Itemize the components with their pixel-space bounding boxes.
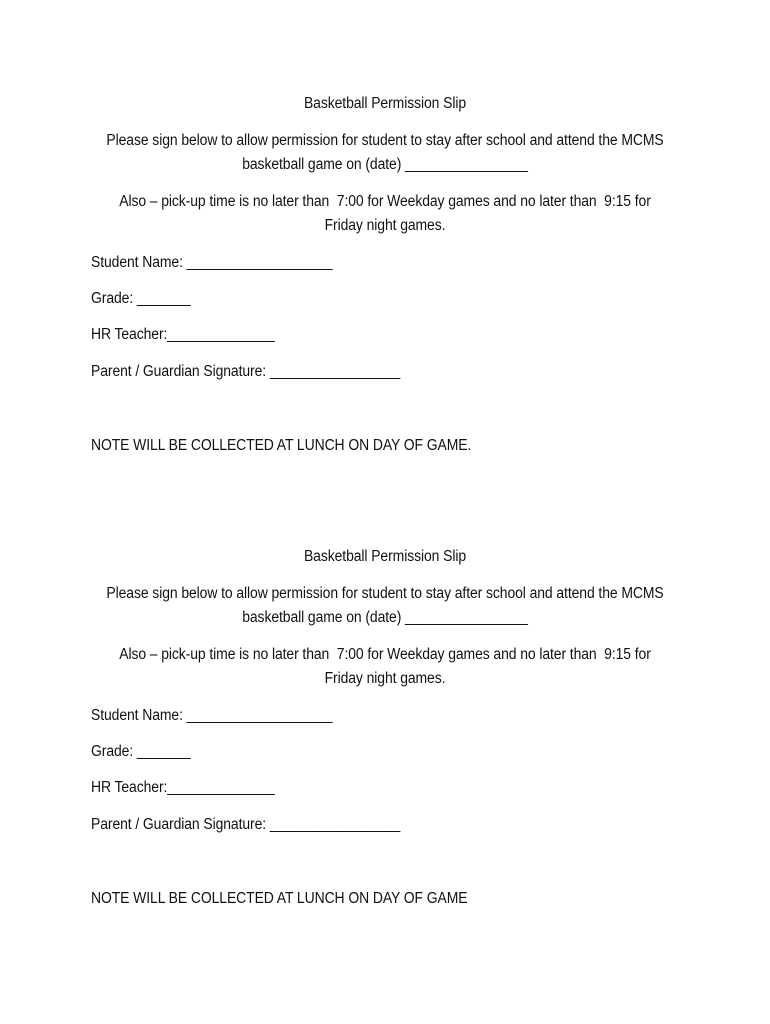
grade-field: Grade: _______: [91, 743, 191, 760]
permission-slip-2: [0, 453, 770, 907]
permission-text-line-1: Please sign below to allow permission for student to stay after school and attend the MCMS: [106, 585, 664, 602]
pickup-text-line-2: Friday night games.: [324, 217, 446, 234]
guardian-signature-field: Parent / Guardian Signature: _________________: [91, 816, 401, 833]
permission-slip-1: [0, 0, 770, 454]
collection-note: NOTE WILL BE COLLECTED AT LUNCH ON DAY OF GAME.: [91, 437, 472, 454]
permission-text-line-2: basketball game on (date) ________________: [242, 156, 528, 173]
hr-teacher-field: HR Teacher:______________: [91, 779, 275, 796]
guardian-signature-field: Parent / Guardian Signature: _________________: [91, 363, 401, 380]
student-name-field: Student Name: ___________________: [91, 254, 333, 271]
pickup-text-line-2: Friday night games.: [324, 670, 446, 687]
grade-field: Grade: _______: [91, 290, 191, 307]
pickup-text-line-1: Also – pick-up time is no later than 7:00 for Weekday games and no later than 9:15 for: [119, 193, 651, 210]
student-name-field: Student Name: ___________________: [91, 707, 333, 724]
permission-text-line-1: Please sign below to allow permission for student to stay after school and attend the MCMS: [106, 132, 664, 149]
hr-teacher-field: HR Teacher:______________: [91, 326, 275, 343]
collection-note: NOTE WILL BE COLLECTED AT LUNCH ON DAY OF GAME: [91, 890, 468, 907]
slip-title: Basketball Permission Slip: [303, 95, 467, 112]
slip-title: Basketball Permission Slip: [303, 548, 467, 565]
permission-text-line-2: basketball game on (date) ________________: [242, 609, 528, 626]
pickup-text-line-1: Also – pick-up time is no later than 7:00 for Weekday games and no later than 9:15 for: [119, 646, 651, 663]
